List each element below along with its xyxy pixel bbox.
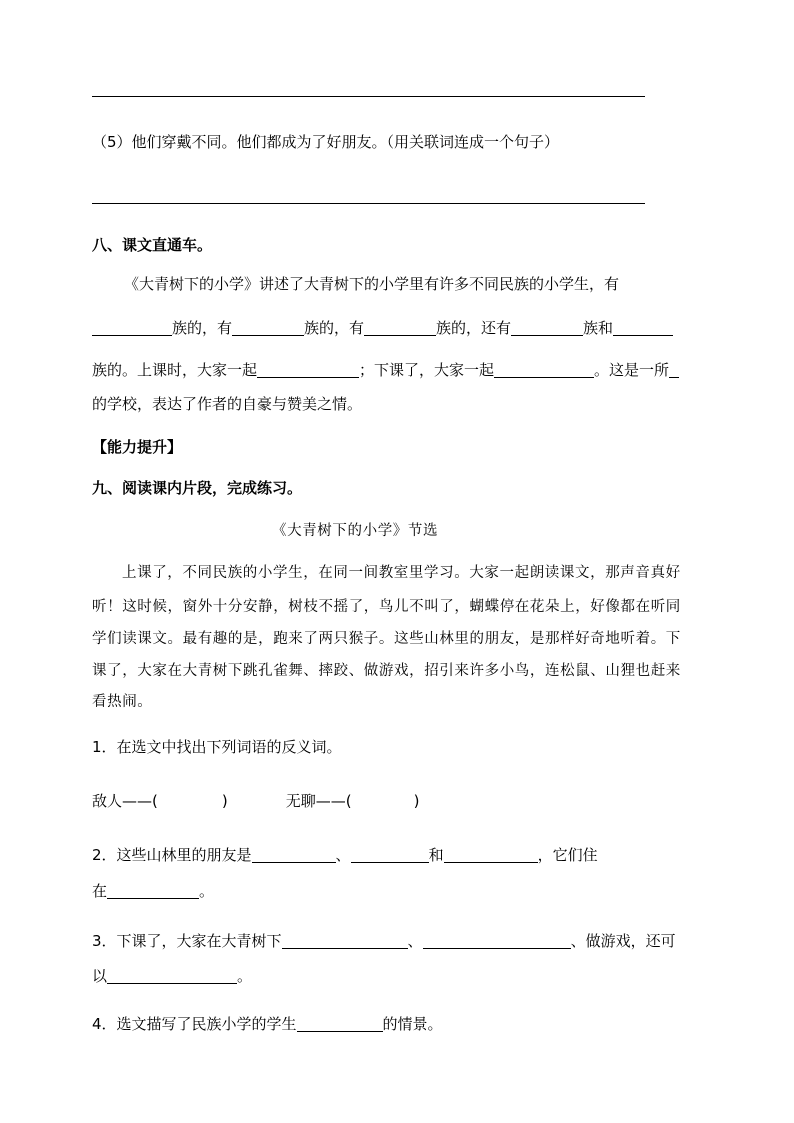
question-2-line-2: 在 。 [92,882,215,900]
blank[interactable] [107,968,237,984]
answer-line[interactable] [92,203,645,204]
passage-line: 看热闹。 [92,694,153,710]
blank[interactable] [444,847,538,863]
question-1: 1．在选文中找出下列词语的反义词。 [92,738,342,756]
blank[interactable] [297,1016,383,1032]
blank[interactable] [423,933,571,949]
section-8-line-3: 族的。上课时，大家一起 ；下课了，大家一起 。这是一所 [92,362,679,378]
section-8-line-1: 《大青树下的小学》讲述了大青树下的小学里有许多不同民族的小学生，有 [124,275,620,293]
question-5: （5）他们穿戴不同。他们都成为了好朋友。（用关联词连成一个句子） [92,133,560,151]
passage-line: 课了，大家在大青树下跳孔雀舞、摔跤、做游戏，招引来许多小鸟，连松鼠、山狸也赶来 [92,663,681,679]
question-3: 3．下课了，大家在大青树下 、 、做游戏，还可 [92,932,676,950]
question-4: 4．选文描写了民族小学的学生 的情景。 [92,1015,443,1033]
question-1-items: 敌人——( ) 无聊——( ) [92,792,420,810]
answer-line[interactable] [92,96,645,97]
blank[interactable] [613,320,673,336]
section-8-line-4: 的学校，表达了作者的自豪与赞美之情。 [92,395,363,413]
section-9-heading: 九、阅读课内片段，完成练习。 [92,479,303,497]
passage-line: 上课了，不同民族的小学生，在同一间教室里学习。大家一起朗读课文，那声音真好 [122,565,681,581]
blank[interactable] [669,362,679,378]
blank[interactable] [107,883,199,899]
excerpt-title: 《大青树下的小学》节选 [272,523,439,539]
blank[interactable] [494,362,594,378]
section-8-heading: 八、课文直通车。 [92,236,213,254]
blank[interactable] [252,847,336,863]
passage-line: 学们读课文。最有趣的是，跑来了两只猴子。这些山林里的朋友，是那样好奇地听着。下 [92,631,681,647]
blank[interactable] [351,847,429,863]
question-3-line-2: 以 。 [92,967,253,985]
ability-heading: 【能力提升】 [92,438,183,456]
blank[interactable] [92,320,172,336]
passage-line: 听！这时候，窗外十分安静，树枝不摇了，鸟儿不叫了，蝴蝶停在花朵上，好像都在听同 [92,599,681,615]
question-2: 2．这些山林里的朋友是 、 和 ，它们住 [92,846,598,864]
blank[interactable] [511,320,583,336]
blank[interactable] [257,362,359,378]
section-8-line-2: 族的，有 族的，有 族的，还有 族和 [92,320,673,336]
blank[interactable] [282,933,408,949]
blank[interactable] [232,320,304,336]
blank[interactable] [364,320,436,336]
